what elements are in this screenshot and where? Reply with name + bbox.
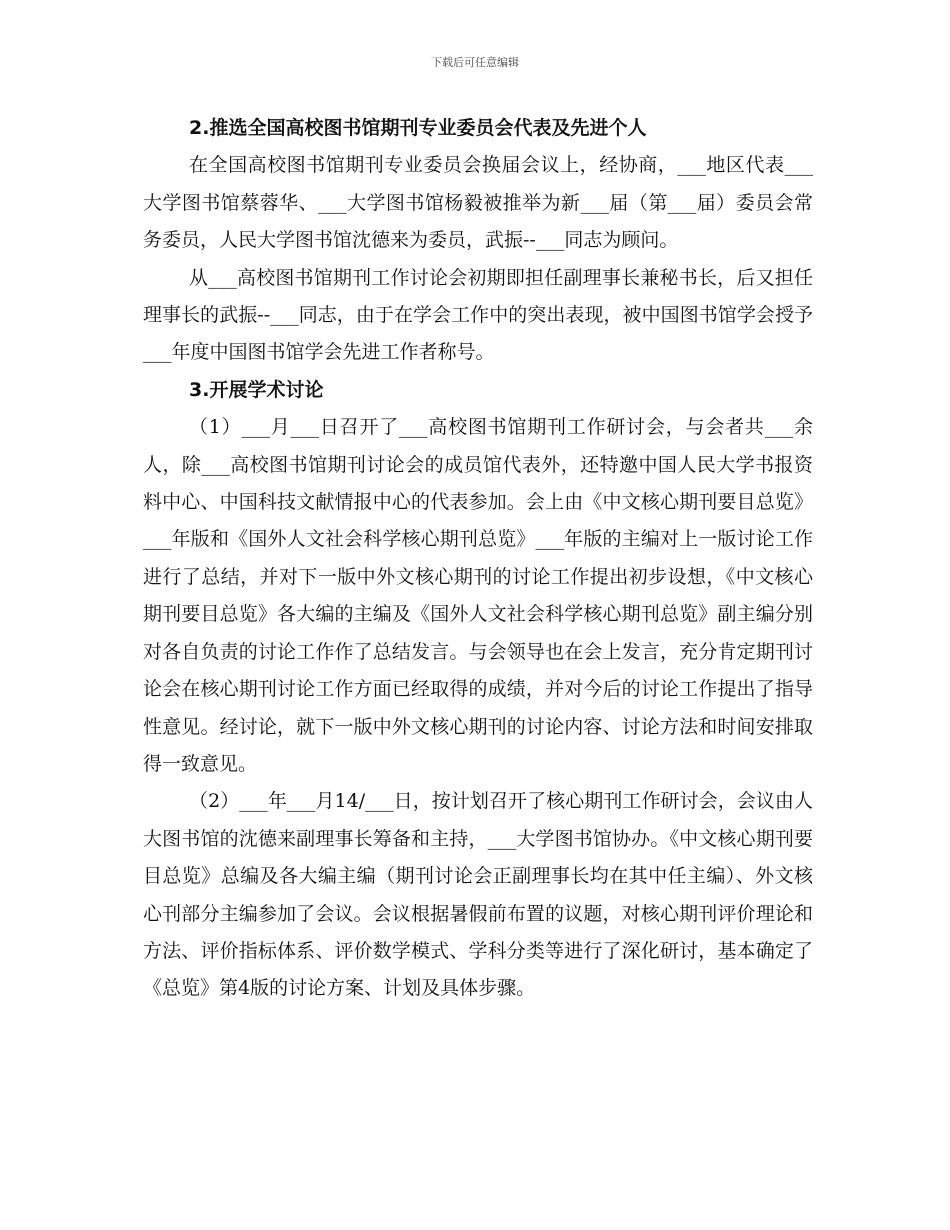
section-heading-2: 2.推选全国高校图书馆期刊专业委员会代表及先进个人 (189, 117, 647, 139)
paragraph: 在全国高校图书馆期刊专业委员会换届会议上，经协商，___地区代表___大学图书馆蔡蓉华、___大学图书馆杨毅被推举为新___届（第___届）委员会常务委员，人民大学图书馆沈德来为委员，武振--___同志为顾问。 (143, 154, 813, 252)
section-heading-3: 3.开展学术讨论 (189, 378, 324, 401)
page-header-note: 下载后可任意编辑 (431, 56, 519, 69)
paragraph: （2）___年___月14/___日，按计划召开了核心期刊工作研讨会，会议由人大图书馆的沈德来副理事长筹备和主持，___大学图书馆协办。《中文核心期刊要目总览》总编及各大编主编（期刊讨论会正副理事长均在其中任主编）、外文核心刊部分主编参加了会议。会议根据暑假前布置的议题，对核心期刊评价理论和方法、评价指标体系、评价数学模式、学科分类等进行了深化研讨，基本确定了《总览》第4版的讨论方案、计划及具体步骤。 (143, 790, 813, 1000)
document-body (143, 110, 813, 1008)
paragraph: （1）___月___日召开了___高校图书馆期刊工作研讨会，与会者共___余人，除___高校图书馆期刊讨论会的成员馆代表外，还特邀中国人民大学书报资料中心、中国科技文献情报中心的代表参加。会上由《中文核心期刊要目总览》___年版和《国外人文社会科学核心期刊总览》___年版的主编对上一版讨论工作进行了总结，并对下一版中外文核心期刊的讨论工作提出初步设想，《中文核心期刊要目总览》各大编的主编及《国外人文社会科学核心期刊总览》副主编分别对各自负责的讨论工作作了总结发言。与会领导也在会上发言，充分肯定期刊讨论会在核心期刊讨论工作方面已经取得的成绩，并对今后的讨论工作提出了指导性意见。经讨论，就下一版中外文核心期刊的讨论内容、讨论方法和时间安排取得一致意见。 (143, 416, 813, 775)
paragraph: 从___高校图书馆期刊工作讨论会初期即担任副理事长兼秘书长，后又担任理事长的武振--___同志，由于在学会工作中的突出表现，被中国图书馆学会授予___年度中国图书馆学会先进工作者称号。 (143, 266, 813, 364)
